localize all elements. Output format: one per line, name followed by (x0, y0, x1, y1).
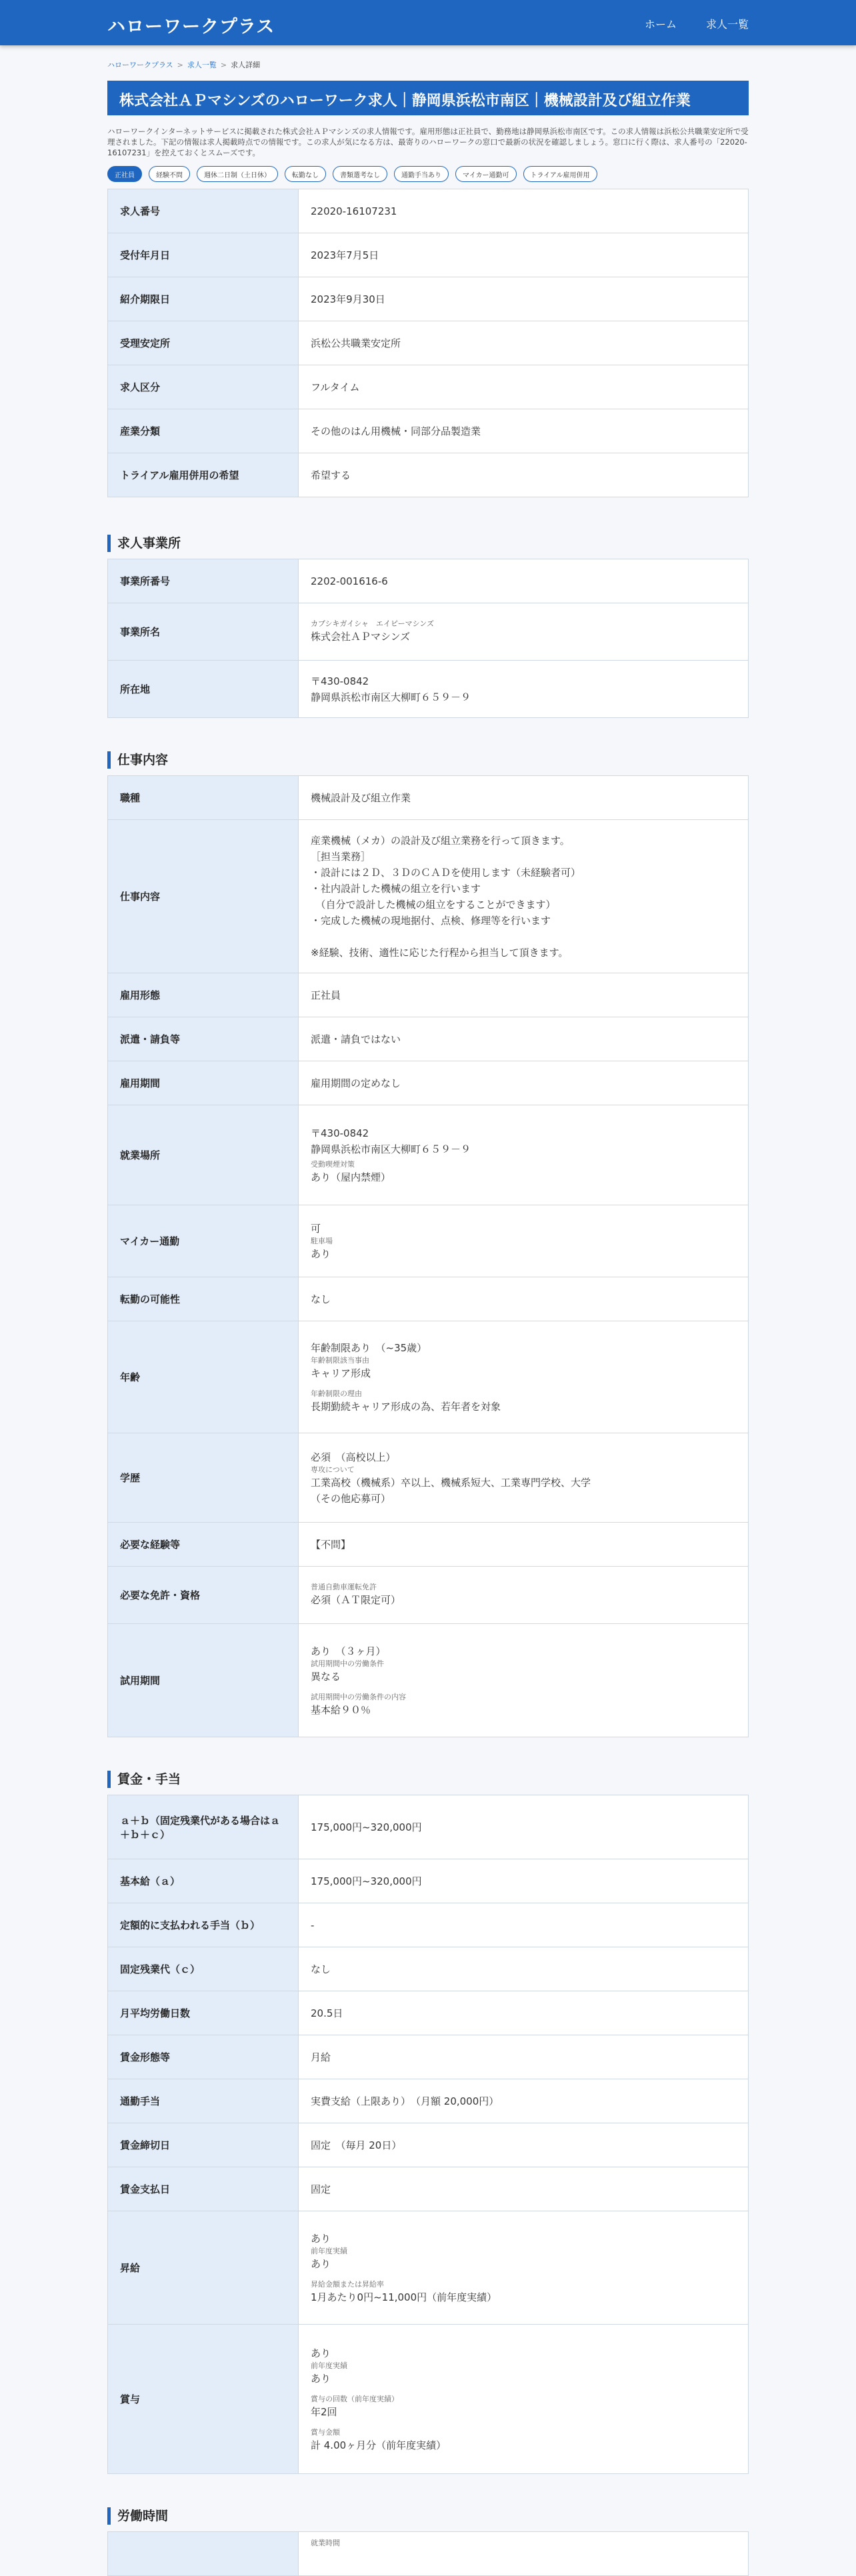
tag-badge: 週休二日制（土日休） (197, 166, 278, 182)
row-value: 月給 (299, 2035, 749, 2079)
main-nav (645, 16, 749, 31)
row-label: 年齢 (108, 1321, 299, 1433)
table-row (108, 277, 749, 321)
row-label: 賞与 (108, 2325, 299, 2474)
row-value: 実費支給（上限あり） （月額 20,000円） (299, 2079, 749, 2123)
bonus-amount: 計 4.00ヶ月分（前年度実績） (311, 2439, 447, 2451)
parking-sublabel: 駐車場 (311, 1236, 333, 1245)
intro-text: ハローワークインターネットサービスに掲載された株式会社ＡＰマシンズの求人情報です。雇用形態は正社員で、勤務地は静岡県浜松市南区です。この求人情報は浜松公共職業安定所で受理されました。下記の情報は求人掲載時点での情報です。この求人が気になる方は、最寄りのハローワークの窓口で最新の状況を確認しましょう。窓口に行く際は、求人番号の「22020-16107231」を控えておくとスムーズです。 (107, 127, 749, 157)
row-label: 必要な免許・資格 (108, 1567, 299, 1624)
row-value (299, 2532, 749, 2576)
row-label: 固定残業代（ｃ） (108, 1947, 299, 1991)
row-label: 求人番号 (108, 189, 299, 233)
row-label (108, 2532, 299, 2576)
office-name-kana: カブシキガイシャ エイピーマシンズ (311, 619, 434, 628)
row-value: なし (299, 1947, 749, 1991)
hours-table (107, 2531, 749, 2576)
section-title-job: 仕事内容 (107, 751, 749, 769)
row-value: 機械設計及び組立作業 (299, 776, 749, 820)
summary-table (107, 189, 749, 497)
job-content-line: ・社内設計した機械の組立を行います (311, 882, 481, 895)
table-row (108, 1859, 749, 1903)
trial-value: あり （３ヶ月） (311, 1645, 386, 1657)
row-value (299, 661, 749, 718)
age-sublabel: 年齢制限の理由 (311, 1389, 362, 1398)
tag-badge: 転勤なし (285, 166, 326, 182)
row-value (299, 2325, 749, 2474)
row-label: 賃金形態等 (108, 2035, 299, 2079)
section-title-hours: 労働時間 (107, 2507, 749, 2525)
spacer (311, 2387, 736, 2395)
raise-value: あり (311, 2232, 331, 2245)
page-title: 株式会社ＡＰマシンズのハローワーク求人｜静岡県浜松市南区｜機械設計及び組立作業 (107, 81, 749, 115)
row-label: 所在地 (108, 661, 299, 718)
breadcrumb: ハローワークプラス > 求人一覧 > 求人詳細 (107, 61, 261, 69)
row-value (299, 1567, 749, 1624)
row-value (299, 1321, 749, 1433)
bonus-value: あり (311, 2347, 331, 2359)
edu-detail: 工業高校（機械系）卒以上、機械系短大、工業専門学校、大学 (311, 1476, 591, 1489)
row-value (299, 1205, 749, 1277)
row-label: 雇用形態 (108, 973, 299, 1017)
row-label: 試用期間 (108, 1624, 299, 1737)
row-label: 必要な経験等 (108, 1523, 299, 1567)
parking-value: あり (311, 1247, 331, 1260)
smoke-sublabel: 受動喫煙対策 (311, 1159, 355, 1169)
breadcrumb-home-link[interactable]: ハローワークプラス (107, 61, 173, 69)
bonus-sublabel: 賞与金額 (311, 2427, 340, 2437)
table-row (108, 776, 749, 820)
job-content-line: ※経験、技術、適性に応じた行程から担当して頂きます。 (311, 946, 569, 959)
raise-sublabel: 昇給金額または昇給率 (311, 2279, 384, 2289)
row-label: 雇用期間 (108, 1061, 299, 1105)
row-value: 175,000円~320,000円 (299, 1859, 749, 1903)
smoke-value: あり（屋内禁煙） (311, 1171, 391, 1183)
section-title-office: 求人事業所 (107, 535, 749, 552)
row-label: 学歴 (108, 1433, 299, 1523)
row-value: 2023年7月5日 (299, 233, 749, 277)
table-row (108, 1991, 749, 2035)
spacer (311, 1381, 736, 1389)
table-row (108, 661, 749, 718)
row-label: ａ＋ｂ（固定残業代がある場合はａ＋ｂ＋ｃ） (108, 1795, 299, 1859)
raise-sublabel: 前年度実績 (311, 2246, 347, 2255)
tag-badge: 書類選考なし (333, 166, 387, 182)
job-table (107, 775, 749, 1737)
spacer (311, 2272, 736, 2280)
tag-badge: 経験不問 (149, 166, 190, 182)
row-value (299, 603, 749, 661)
table-row (108, 2325, 749, 2474)
row-label: 就業場所 (108, 1105, 299, 1205)
raise-prev: あり (311, 2257, 331, 2270)
row-label: 月平均労働日数 (108, 1991, 299, 2035)
table-row (108, 2123, 749, 2167)
row-value: 派遣・請負ではない (299, 1017, 749, 1061)
row-label: 産業分類 (108, 409, 299, 453)
row-value: 22020-16107231 (299, 189, 749, 233)
office-table (107, 559, 749, 718)
table-row (108, 365, 749, 409)
row-value: 【不問】 (299, 1523, 749, 1567)
trial-sublabel: 試用期間中の労働条件の内容 (311, 1692, 406, 1701)
row-value: 2202-001616-6 (299, 559, 749, 603)
row-label: 昇給 (108, 2211, 299, 2325)
nav-home-link[interactable]: ホーム (644, 18, 677, 31)
license-value: 必須（ＡＴ限定可） (311, 1593, 401, 1606)
section-title-wage: 賃金・手当 (107, 1771, 749, 1788)
raise-amount: 1月あたり0円~11,000円（前年度実績） (311, 2291, 497, 2303)
place-postal: 〒430-0842 (311, 1127, 369, 1139)
trial-sublabel: 試用期間中の労働条件 (311, 1659, 384, 1668)
table-row (108, 973, 749, 1017)
row-label: マイカー通勤 (108, 1205, 299, 1277)
breadcrumb-list-link[interactable]: 求人一覧 (187, 61, 217, 69)
row-label: 職種 (108, 776, 299, 820)
table-row (108, 2079, 749, 2123)
car-value: 可 (311, 1222, 321, 1235)
table-row (108, 1277, 749, 1321)
table-row (108, 2211, 749, 2325)
age-reason: キャリア形成 (311, 1367, 371, 1379)
row-label: 派遣・請負等 (108, 1017, 299, 1061)
job-content-line: ［担当業務］ (311, 850, 371, 863)
row-value: 雇用期間の定めなし (299, 1061, 749, 1105)
table-row (108, 559, 749, 603)
row-value: 固定 （毎月 20日） (299, 2123, 749, 2167)
office-name: 株式会社ＡＰマシンズ (311, 630, 411, 643)
row-label: 受理安定所 (108, 321, 299, 365)
row-label: 賃金締切日 (108, 2123, 299, 2167)
bonus-sublabel: 賞与の回数（前年度実績） (311, 2394, 399, 2403)
spacer (311, 1685, 736, 1693)
row-label: 紹介期限日 (108, 277, 299, 321)
table-row (108, 1795, 749, 1859)
row-label: 通勤手当 (108, 2079, 299, 2123)
table-row (108, 1624, 749, 1737)
row-value: フルタイム (299, 365, 749, 409)
job-content-line: 産業機械（メカ）の設計及び組立業務を行って頂きます。 (311, 834, 570, 847)
bonus-count: 年2回 (311, 2405, 337, 2418)
table-row (108, 2167, 749, 2211)
table-row (108, 603, 749, 661)
tag-badge: マイカー通勤可 (455, 166, 517, 182)
row-value: 2023年9月30日 (299, 277, 749, 321)
row-label: 求人区分 (108, 365, 299, 409)
table-row (108, 409, 749, 453)
breadcrumb-current: 求人詳細 (231, 61, 261, 69)
table-row (108, 453, 749, 497)
row-label: 仕事内容 (108, 820, 299, 973)
age-sublabel: 年齢制限該当事由 (311, 1355, 369, 1365)
table-row (108, 2532, 749, 2576)
bonus-prev: あり (311, 2372, 331, 2385)
main-content (107, 45, 749, 2576)
job-content-line: ・設計には２Ｄ、３ＤのＣＡＤを使用します（未経験者可） (311, 866, 581, 879)
table-row (108, 1903, 749, 1947)
hours-sublabel: 就業時間 (311, 2539, 340, 2547)
office-postal: 〒430-0842 (311, 675, 369, 687)
age-reason: 長期勤続キャリア形成の為、若年者を対象 (311, 1400, 501, 1413)
trial-detail: 基本給９０％ (311, 1703, 371, 1716)
site-logo[interactable]: ハローワークプラス (107, 17, 275, 37)
row-value: - (299, 1903, 749, 1947)
row-value: なし (299, 1277, 749, 1321)
edu-sublabel: 専攻について (311, 1465, 355, 1474)
job-content-line: （自分で設計した機械の組立をすることができます） (311, 898, 556, 911)
tag-badge: 通勤手当あり (394, 166, 449, 182)
table-row (108, 1321, 749, 1433)
row-label: 事業所番号 (108, 559, 299, 603)
row-value: 正社員 (299, 973, 749, 1017)
row-value: 固定 (299, 2167, 749, 2211)
nav-job-list-link[interactable]: 求人一覧 (705, 18, 749, 31)
table-row (108, 1567, 749, 1624)
table-row (108, 1061, 749, 1105)
table-row (108, 189, 749, 233)
tag-badge: トライアル雇用併用 (523, 166, 597, 182)
wage-table (107, 1795, 749, 2474)
table-row (108, 1433, 749, 1523)
row-value: 希望する (299, 453, 749, 497)
place-address: 静岡県浜松市南区大柳町６５９－９ (311, 1143, 471, 1155)
license-sublabel: 普通自動車運転免許 (311, 1582, 377, 1591)
row-value: その他のはん用機械・同部分品製造業 (299, 409, 749, 453)
edu-detail: （その他応募可） (311, 1492, 391, 1505)
table-row (108, 2035, 749, 2079)
row-label: 基本給（ａ） (108, 1859, 299, 1903)
table-row (108, 820, 749, 973)
table-row (108, 1205, 749, 1277)
row-value: 20.5日 (299, 1991, 749, 2035)
row-label: 受付年月日 (108, 233, 299, 277)
row-value (299, 820, 749, 973)
tag-list (107, 166, 749, 182)
table-row (108, 233, 749, 277)
table-row (108, 1017, 749, 1061)
age-value: 年齢制限あり （~35歳） (311, 1341, 427, 1354)
office-address: 静岡県浜松市南区大柳町６５９－９ (311, 691, 471, 703)
site-header (0, 0, 856, 45)
table-row (108, 1523, 749, 1567)
row-value: 浜松公共職業安定所 (299, 321, 749, 365)
edu-value: 必須 （高校以上） (311, 1451, 396, 1463)
table-row (108, 321, 749, 365)
row-value (299, 2211, 749, 2325)
row-value: 175,000円~320,000円 (299, 1795, 749, 1859)
row-value (299, 1433, 749, 1523)
tag-badge: 正社員 (107, 166, 142, 182)
table-row (108, 1947, 749, 1991)
row-value (299, 1624, 749, 1737)
table-row (108, 1105, 749, 1205)
row-label: 賃金支払日 (108, 2167, 299, 2211)
row-label: トライアル雇用併用の希望 (108, 453, 299, 497)
bonus-sublabel: 前年度実績 (311, 2361, 347, 2370)
trial-condition: 異なる (311, 1670, 341, 1683)
job-content-line: ・完成した機械の現地据付、点検、修理等を行います (311, 914, 551, 927)
row-label: 事業所名 (108, 603, 299, 661)
row-label: 転勤の可能性 (108, 1277, 299, 1321)
job-content-line (311, 929, 736, 945)
row-value (299, 1105, 749, 1205)
spacer (311, 2420, 736, 2428)
row-label: 定額的に支払われる手当（ｂ） (108, 1903, 299, 1947)
